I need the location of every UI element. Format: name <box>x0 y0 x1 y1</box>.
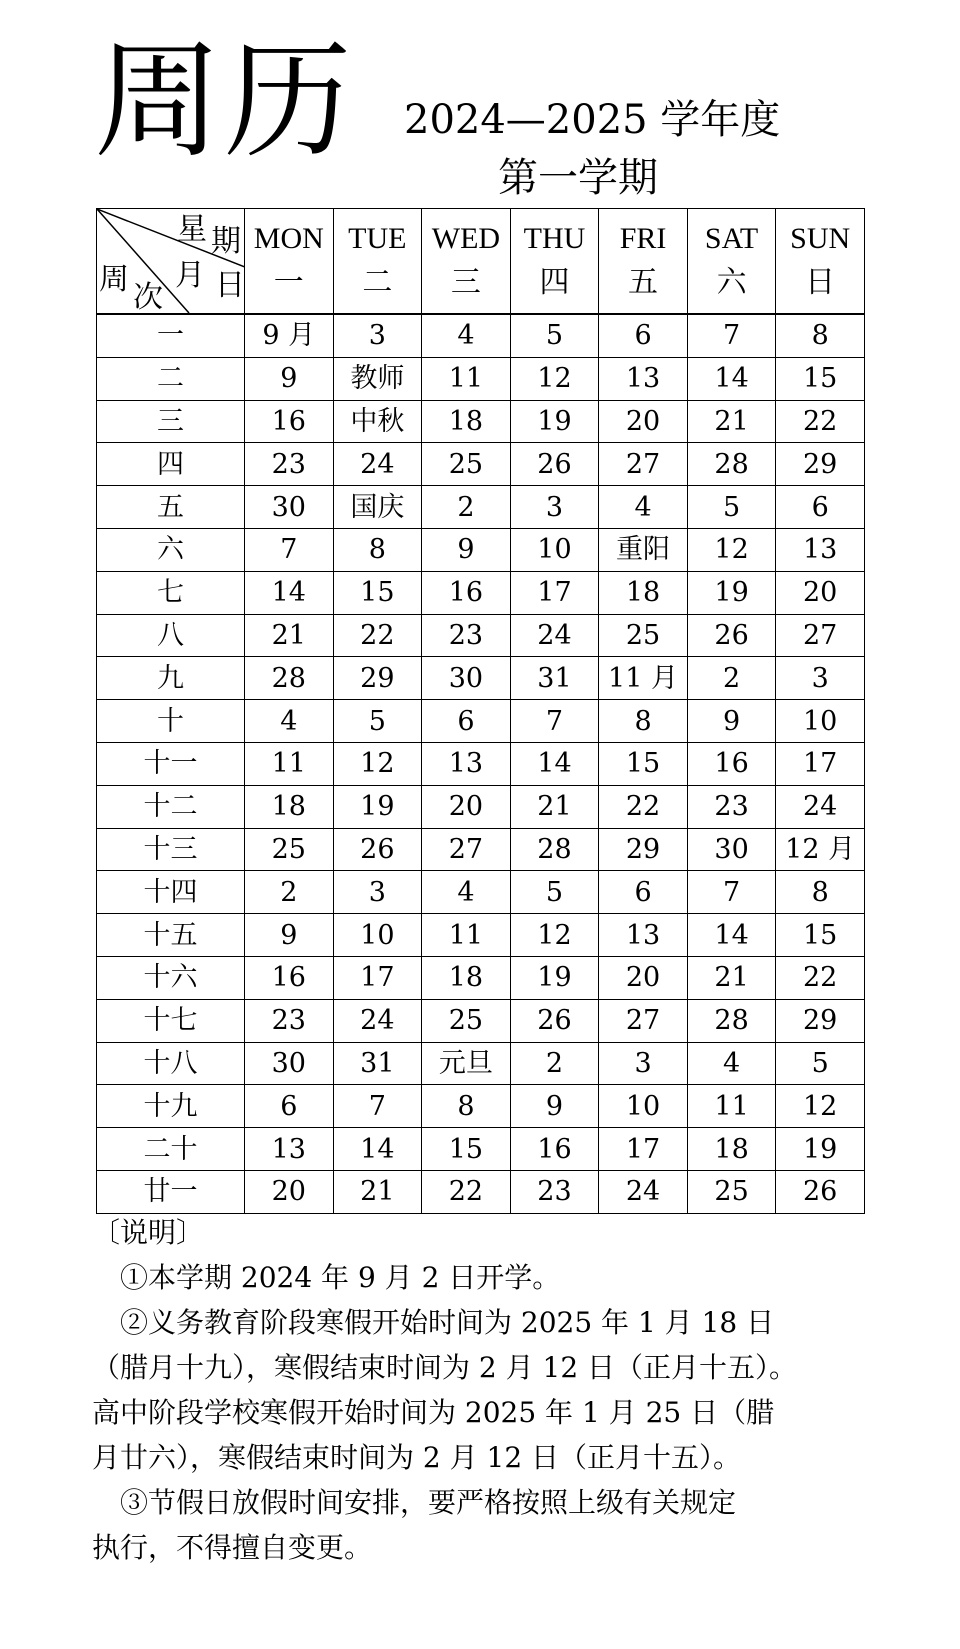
notes-heading: 〔说明〕 <box>92 1216 205 1249</box>
note-2-line-1: ②义务教育阶段寒假开始时间为 2025 年 1 月 18 日 <box>120 1306 775 1339</box>
day-cell: 国庆 <box>333 486 422 529</box>
week-row <box>97 785 865 828</box>
day-cell: 16 <box>245 956 334 999</box>
day-cell: 15 <box>776 914 865 957</box>
day-cell: 24 <box>510 614 599 657</box>
day-cell: 26 <box>510 443 599 486</box>
day-cell: 18 <box>245 785 334 828</box>
week-row <box>97 1128 865 1171</box>
day-header-sun: SUN 日 <box>776 209 865 315</box>
day-cell: 27 <box>599 443 688 486</box>
day-cell: 9 <box>422 528 511 571</box>
day-cell: 14 <box>510 742 599 785</box>
day-cell: 10 <box>599 1085 688 1128</box>
day-header-mon: MON 一 <box>245 209 334 315</box>
day-cell: 30 <box>687 828 776 871</box>
day-cell: 22 <box>599 785 688 828</box>
day-header-tue: TUE 二 <box>333 209 422 315</box>
day-cell: 11 <box>422 357 511 400</box>
day-cell: 15 <box>776 357 865 400</box>
day-cell: 8 <box>422 1085 511 1128</box>
day-cell: 16 <box>422 571 511 614</box>
week-row <box>97 914 865 957</box>
day-header-sat: SAT 六 <box>687 209 776 315</box>
day-cell: 7 <box>687 314 776 357</box>
corner-label-zhou: 周 <box>99 262 129 297</box>
day-cell: 8 <box>599 700 688 743</box>
day-cell: 7 <box>333 1085 422 1128</box>
day-cell: 19 <box>687 571 776 614</box>
week-row <box>97 828 865 871</box>
week-row <box>97 1042 865 1085</box>
day-cell: 11 <box>245 742 334 785</box>
day-cell: 24 <box>599 1170 688 1213</box>
day-cell: 13 <box>599 357 688 400</box>
week-number: 十九 <box>97 1085 245 1128</box>
day-cell: 17 <box>333 956 422 999</box>
notes-section <box>92 1210 872 1570</box>
week-number: 七 <box>97 571 245 614</box>
day-cell: 12 <box>687 528 776 571</box>
week-number: 五 <box>97 486 245 529</box>
week-number: 廿一 <box>97 1170 245 1213</box>
day-cell: 13 <box>599 914 688 957</box>
day-cell: 18 <box>422 956 511 999</box>
day-cell: 26 <box>510 999 599 1042</box>
week-row <box>97 314 865 357</box>
week-row <box>97 571 865 614</box>
day-cell: 5 <box>776 1042 865 1085</box>
note-3-line-2: 执行，不得擅自变更。 <box>92 1531 373 1564</box>
weekly-calendar-table <box>96 208 865 1214</box>
day-cell: 28 <box>510 828 599 871</box>
day-cell: 5 <box>333 700 422 743</box>
day-cell: 25 <box>599 614 688 657</box>
day-cell: 24 <box>333 443 422 486</box>
week-row <box>97 742 865 785</box>
day-cell: 20 <box>422 785 511 828</box>
day-cell: 12 <box>333 742 422 785</box>
day-cell: 6 <box>245 1085 334 1128</box>
day-cell: 31 <box>333 1042 422 1085</box>
week-row <box>97 443 865 486</box>
day-cell: 16 <box>687 742 776 785</box>
week-number: 十二 <box>97 785 245 828</box>
day-cell: 重阳 <box>599 528 688 571</box>
week-row <box>97 999 865 1042</box>
day-cell: 26 <box>687 614 776 657</box>
day-cell: 3 <box>776 657 865 700</box>
day-cell: 2 <box>422 486 511 529</box>
day-cell: 21 <box>333 1170 422 1213</box>
day-cell: 14 <box>687 357 776 400</box>
day-cell: 2 <box>510 1042 599 1085</box>
day-cell: 11 <box>687 1085 776 1128</box>
calendar-body <box>97 314 865 1213</box>
day-cell: 26 <box>776 1170 865 1213</box>
day-header-thu: THU 四 <box>510 209 599 315</box>
week-row <box>97 486 865 529</box>
day-cell: 8 <box>776 871 865 914</box>
day-cell: 4 <box>422 314 511 357</box>
week-row <box>97 657 865 700</box>
semester-label: 第一学期 <box>498 155 658 201</box>
day-cell: 11 <box>422 914 511 957</box>
day-cell: 17 <box>510 571 599 614</box>
week-row <box>97 1085 865 1128</box>
day-cell: 28 <box>245 657 334 700</box>
day-cell: 20 <box>599 956 688 999</box>
day-cell: 3 <box>599 1042 688 1085</box>
day-cell: 19 <box>776 1128 865 1171</box>
corner-label-ri: 日 <box>215 268 245 303</box>
note-3-line-1: ③节假日放假时间安排，要严格按照上级有关规定 <box>120 1486 737 1519</box>
day-cell: 2 <box>687 657 776 700</box>
day-cell: 23 <box>245 443 334 486</box>
day-cell: 16 <box>510 1128 599 1171</box>
day-cell: 28 <box>687 443 776 486</box>
day-cell: 15 <box>599 742 688 785</box>
week-number: 十五 <box>97 914 245 957</box>
day-cell: 20 <box>776 571 865 614</box>
day-cell: 29 <box>776 443 865 486</box>
day-cell: 31 <box>510 657 599 700</box>
day-cell: 12 月 <box>776 828 865 871</box>
day-cell: 6 <box>422 700 511 743</box>
week-number: 十八 <box>97 1042 245 1085</box>
day-cell: 25 <box>422 999 511 1042</box>
week-number: 八 <box>97 614 245 657</box>
day-cell: 14 <box>687 914 776 957</box>
day-cell: 11 月 <box>599 657 688 700</box>
week-number: 十一 <box>97 742 245 785</box>
day-cell: 3 <box>510 486 599 529</box>
week-number: 三 <box>97 400 245 443</box>
week-row <box>97 956 865 999</box>
day-cell: 30 <box>245 1042 334 1085</box>
day-cell: 21 <box>687 400 776 443</box>
day-cell: 3 <box>333 871 422 914</box>
day-cell: 19 <box>510 956 599 999</box>
day-cell: 2 <box>245 871 334 914</box>
day-cell: 6 <box>599 871 688 914</box>
day-cell: 13 <box>245 1128 334 1171</box>
day-cell: 21 <box>245 614 334 657</box>
day-cell: 8 <box>333 528 422 571</box>
day-cell: 3 <box>333 314 422 357</box>
day-cell: 23 <box>245 999 334 1042</box>
day-cell: 教师 <box>333 357 422 400</box>
week-number: 十 <box>97 700 245 743</box>
note-2-line-3: 高中阶段学校寒假开始时间为 2025 年 1 月 25 日（腊 <box>92 1396 775 1429</box>
day-cell: 12 <box>510 914 599 957</box>
day-cell: 4 <box>599 486 688 529</box>
note-1: ①本学期 2024 年 9 月 2 日开学。 <box>120 1261 561 1294</box>
day-cell: 12 <box>510 357 599 400</box>
day-cell: 9 <box>687 700 776 743</box>
week-number: 十四 <box>97 871 245 914</box>
week-row <box>97 357 865 400</box>
week-row <box>97 528 865 571</box>
day-cell: 14 <box>333 1128 422 1171</box>
day-cell: 15 <box>422 1128 511 1171</box>
day-cell: 25 <box>687 1170 776 1213</box>
day-cell: 27 <box>599 999 688 1042</box>
day-cell: 9 <box>510 1085 599 1128</box>
week-row <box>97 400 865 443</box>
day-cell: 8 <box>776 314 865 357</box>
day-cell: 4 <box>245 700 334 743</box>
day-cell: 10 <box>776 700 865 743</box>
day-cell: 元旦 <box>422 1042 511 1085</box>
day-cell: 9 <box>245 914 334 957</box>
day-cell: 14 <box>245 571 334 614</box>
day-cell: 25 <box>422 443 511 486</box>
week-number: 十六 <box>97 956 245 999</box>
page-title: 周历 <box>94 27 355 176</box>
day-cell: 17 <box>776 742 865 785</box>
corner-label-ci: 次 <box>133 280 163 315</box>
day-cell: 24 <box>333 999 422 1042</box>
day-cell: 16 <box>245 400 334 443</box>
day-cell: 5 <box>510 871 599 914</box>
day-cell: 7 <box>510 700 599 743</box>
day-cell: 22 <box>776 956 865 999</box>
day-cell: 30 <box>245 486 334 529</box>
week-number: 十七 <box>97 999 245 1042</box>
week-number: 二 <box>97 357 245 400</box>
day-cell: 30 <box>422 657 511 700</box>
corner-label-xing: 星 <box>177 212 207 247</box>
note-2-line-4: 月廿六），寒假结束时间为 2 月 12 日（正月十五）。 <box>92 1441 742 1474</box>
day-cell: 12 <box>776 1085 865 1128</box>
day-cell: 10 <box>333 914 422 957</box>
academic-year: 2024—2025 学年度 <box>404 97 781 143</box>
corner-label-qi: 期 <box>211 224 241 259</box>
day-cell: 27 <box>422 828 511 871</box>
day-cell: 20 <box>245 1170 334 1213</box>
day-cell: 10 <box>510 528 599 571</box>
week-row <box>97 614 865 657</box>
day-cell: 5 <box>687 486 776 529</box>
day-cell: 18 <box>422 400 511 443</box>
day-cell: 23 <box>687 785 776 828</box>
day-cell: 5 <box>510 314 599 357</box>
day-cell: 20 <box>599 400 688 443</box>
day-cell: 15 <box>333 571 422 614</box>
day-cell: 19 <box>510 400 599 443</box>
corner-label-yue: 月 <box>175 258 205 293</box>
day-cell: 23 <box>510 1170 599 1213</box>
day-cell: 22 <box>422 1170 511 1213</box>
day-cell: 9 月 <box>245 314 334 357</box>
day-cell: 22 <box>333 614 422 657</box>
day-cell: 29 <box>776 999 865 1042</box>
week-number: 六 <box>97 528 245 571</box>
day-cell: 18 <box>687 1128 776 1171</box>
day-cell: 7 <box>245 528 334 571</box>
header-row <box>97 209 865 315</box>
day-cell: 6 <box>776 486 865 529</box>
day-header-fri: FRI 五 <box>599 209 688 315</box>
week-row <box>97 871 865 914</box>
day-cell: 24 <box>776 785 865 828</box>
week-number: 二十 <box>97 1128 245 1171</box>
day-cell: 19 <box>333 785 422 828</box>
day-cell: 21 <box>510 785 599 828</box>
day-cell: 28 <box>687 999 776 1042</box>
day-cell: 6 <box>599 314 688 357</box>
day-cell: 26 <box>333 828 422 871</box>
day-cell: 27 <box>776 614 865 657</box>
day-cell: 18 <box>599 571 688 614</box>
day-cell: 9 <box>245 357 334 400</box>
day-cell: 7 <box>687 871 776 914</box>
day-cell: 23 <box>422 614 511 657</box>
day-cell: 13 <box>776 528 865 571</box>
day-header-wed: WED 三 <box>422 209 511 315</box>
day-cell: 25 <box>245 828 334 871</box>
day-cell: 4 <box>687 1042 776 1085</box>
day-cell: 29 <box>333 657 422 700</box>
week-row <box>97 1170 865 1213</box>
corner-cell <box>97 209 245 315</box>
week-number: 九 <box>97 657 245 700</box>
day-cell: 中秋 <box>333 400 422 443</box>
week-number: 四 <box>97 443 245 486</box>
day-cell: 17 <box>599 1128 688 1171</box>
week-number: 一 <box>97 314 245 357</box>
note-2-line-2: （腊月十九），寒假结束时间为 2 月 12 日（正月十五）。 <box>92 1351 798 1384</box>
week-row <box>97 700 865 743</box>
day-cell: 22 <box>776 400 865 443</box>
day-cell: 4 <box>422 871 511 914</box>
day-cell: 29 <box>599 828 688 871</box>
day-cell: 21 <box>687 956 776 999</box>
week-number: 十三 <box>97 828 245 871</box>
day-cell: 13 <box>422 742 511 785</box>
